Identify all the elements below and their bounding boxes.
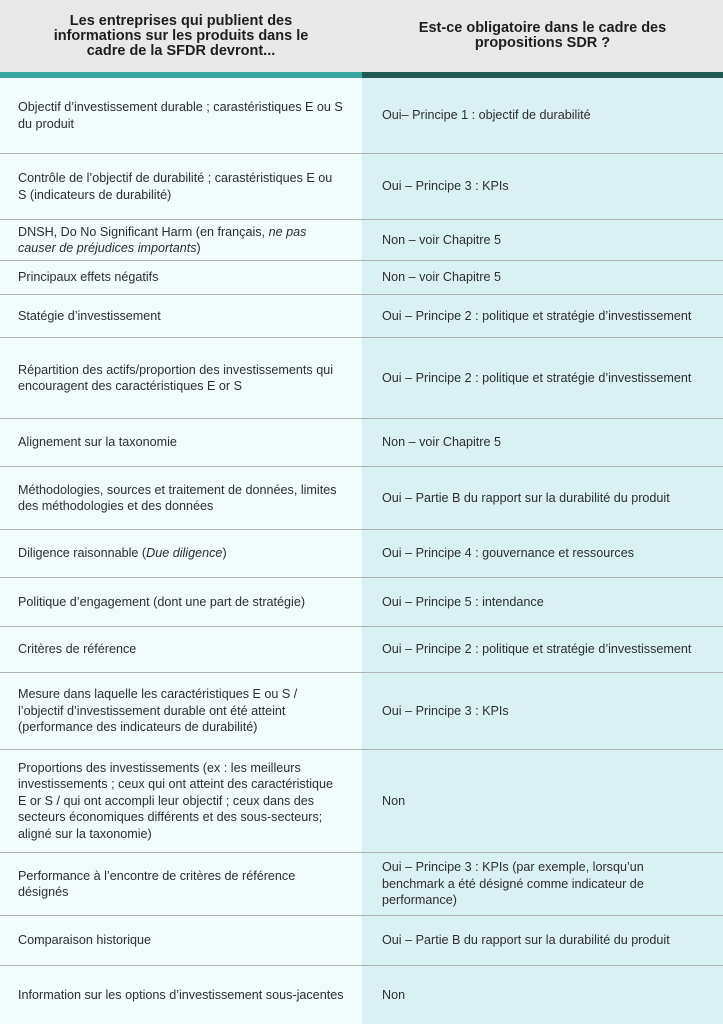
row-answer: Oui– Principe 1 : objectif de durabilité	[362, 78, 723, 153]
row-answer: Non	[362, 750, 723, 852]
row-requirement: Contrôle de l’objectif de durabilité ; carastéristiques E ou S (indicateurs de durabilité)	[0, 154, 362, 219]
header-left: Les entreprises qui publient des informations sur les produits dans le cadre de la SFDR devront...	[53, 12, 309, 59]
row-requirement: Alignement sur la taxonomie	[0, 419, 362, 466]
row-answer: Oui – Principe 2 : politique et stratégie d’investissement	[362, 295, 723, 337]
table-row	[0, 627, 723, 673]
row-requirement: Proportions des investissements (ex : les meilleurs investissements ; ceux qui ont atteint des caractéristique E or S / qui ont accompli leur objectif ; ceux dans des secteurs économiques différents et des sous-secteurs; aligné sur la taxonomie)	[0, 750, 362, 852]
row-requirement: Information sur les options d’investissement sous-jacentes	[0, 966, 362, 1024]
table-row	[0, 530, 723, 578]
row-answer: Non – voir Chapitre 5	[362, 419, 723, 466]
row-answer: Non – voir Chapitre 5	[362, 220, 723, 260]
table-row	[0, 578, 723, 627]
table-row	[0, 916, 723, 966]
table-row	[0, 419, 723, 467]
table-header	[0, 0, 723, 72]
row-requirement: Politique d’engagement (dont une part de stratégie)	[0, 578, 362, 626]
row-requirement: Performance à l’encontre de critères de référence désignés	[0, 853, 362, 915]
row-requirement: Mesure dans laquelle les caractéristiques E ou S / l’objectif d’investissement durable ont été atteint (performance des indicateurs de durabilité)	[0, 673, 362, 749]
table-row	[0, 78, 723, 154]
row-requirement: Objectif d’investissement durable ; carastéristiques E ou S du produit	[0, 78, 362, 153]
row-requirement: Critères de référence	[0, 627, 362, 672]
table-row	[0, 261, 723, 295]
table-row	[0, 154, 723, 220]
table-row	[0, 295, 723, 338]
row-answer: Oui – Principe 4 : gouvernance et ressources	[362, 530, 723, 577]
row-answer: Oui – Principe 2 : politique et stratégie d’investissement	[362, 627, 723, 672]
table-row	[0, 338, 723, 419]
row-requirement: Principaux effets négatifs	[0, 261, 362, 294]
row-answer: Oui – Partie B du rapport sur la durabilité du produit	[362, 467, 723, 529]
row-answer: Non	[362, 966, 723, 1024]
row-answer: Oui – Principe 3 : KPIs	[362, 154, 723, 219]
row-answer: Oui – Principe 3 : KPIs (par exemple, lorsqu’un benchmark a été désigné comme indicateur de performance)	[362, 853, 723, 915]
row-requirement: Méthodologies, sources et traitement de données, limites des méthodologies et des données	[0, 467, 362, 529]
row-answer: Non – voir Chapitre 5	[362, 261, 723, 294]
table-row	[0, 220, 723, 261]
row-requirement: Diligence raisonnable (Due diligence)	[0, 530, 362, 577]
header-right: Est-ce obligatoire dans le cadre des propositions SDR ?	[418, 20, 667, 51]
row-answer: Oui – Partie B du rapport sur la durabilité du produit	[362, 916, 723, 965]
table-row	[0, 966, 723, 1024]
row-requirement: DNSH, Do No Significant Harm (en français, ne pas causer de préjudices importants)	[0, 220, 362, 260]
table-row	[0, 467, 723, 530]
table-row	[0, 853, 723, 916]
row-requirement: Comparaison historique	[0, 916, 362, 965]
table-row	[0, 673, 723, 750]
row-requirement: Statégie d’investissement	[0, 295, 362, 337]
row-answer: Oui – Principe 3 : KPIs	[362, 673, 723, 749]
row-requirement: Répartition des actifs/proportion des investissements qui encouragent des caractéristiques E or S	[0, 338, 362, 418]
row-answer: Oui – Principe 5 : intendance	[362, 578, 723, 626]
table-row	[0, 750, 723, 853]
row-answer: Oui – Principe 2 : politique et stratégie d’investissement	[362, 338, 723, 418]
